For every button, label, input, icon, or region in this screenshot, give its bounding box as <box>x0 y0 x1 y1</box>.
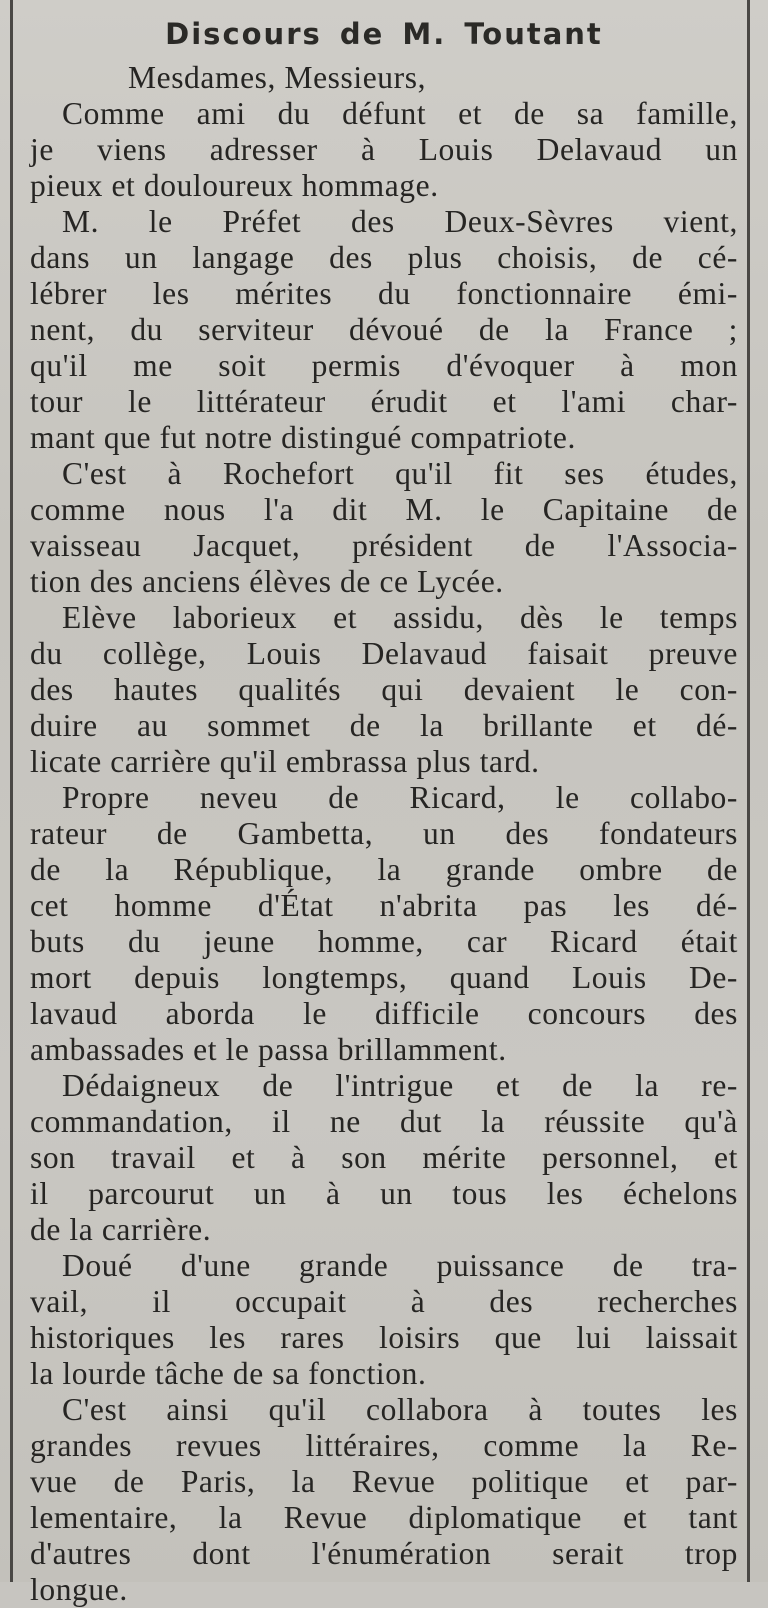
text-line: grandes revues littéraires, comme la Re- <box>30 1428 738 1463</box>
body-paragraph <box>30 456 738 600</box>
article-column <box>30 8 738 1608</box>
text-line: tion des anciens élèves de ce Lycée. <box>30 564 504 599</box>
article-title: Discours de M. Toutant <box>165 17 603 51</box>
text-line: d'autres dont l'énumération serait trop <box>30 1536 738 1571</box>
text-line: C'est à Rochefort qu'il fit ses études, <box>62 456 738 491</box>
text-line: cet homme d'État n'abrita pas les dé- <box>30 888 738 923</box>
body-paragraph <box>30 1068 738 1248</box>
text-line: longue. <box>30 1572 128 1607</box>
text-line: dans un langage des plus choisis, de cé- <box>30 240 738 275</box>
text-line: qu'il me soit permis d'évoquer à mon <box>30 348 738 383</box>
text-line: rateur de Gambetta, un des fondateurs <box>30 816 738 851</box>
text-line: Mesdames, Messieurs, <box>128 60 427 95</box>
text-line: vail, il occupait à des recherches <box>30 1284 738 1319</box>
text-line: il parcourut un à un tous les échelons <box>30 1176 738 1211</box>
text-line: buts du jeune homme, car Ricard était <box>30 924 738 959</box>
text-line: Dédaigneux de l'intrigue et de la re- <box>62 1068 738 1103</box>
text-line: commandation, il ne dut la réussite qu'à <box>30 1104 738 1139</box>
text-line: de la République, la grande ombre de <box>30 852 738 887</box>
column-rule-left <box>10 0 13 1582</box>
text-line: la lourde tâche de sa fonction. <box>30 1356 427 1391</box>
article-body <box>30 60 738 1608</box>
text-line: de la carrière. <box>30 1212 212 1247</box>
text-line: historiques les rares loisirs que lui laissait <box>30 1320 738 1355</box>
salutation-paragraph <box>30 60 738 96</box>
body-paragraph <box>30 1248 738 1392</box>
body-paragraph <box>30 204 738 456</box>
text-line: comme nous l'a dit M. le Capitaine de <box>30 492 738 527</box>
text-line: des hautes qualités qui devaient le con- <box>30 672 738 707</box>
column-rule-right <box>747 0 750 1582</box>
body-paragraph <box>30 96 738 204</box>
body-paragraph <box>30 1392 738 1608</box>
text-line: Comme ami du défunt et de sa famille, <box>62 96 738 131</box>
text-line: vue de Paris, la Revue politique et par- <box>30 1464 738 1499</box>
text-line: C'est ainsi qu'il collabora à toutes les <box>62 1392 738 1427</box>
text-line: Doué d'une grande puissance de tra- <box>62 1248 738 1283</box>
text-line: je viens adresser à Louis Delavaud un <box>30 132 738 167</box>
text-line: ambassades et le passa brillamment. <box>30 1032 507 1067</box>
body-paragraph <box>30 600 738 780</box>
text-line: mort depuis longtemps, quand Louis De- <box>30 960 738 995</box>
text-line: M. le Préfet des Deux-Sèvres vient, <box>62 204 738 239</box>
text-line: lementaire, la Revue diplomatique et tant <box>30 1500 738 1535</box>
text-line: du collège, Louis Delavaud faisait preuve <box>30 636 738 671</box>
text-line: mant que fut notre distingué compatriote. <box>30 420 576 455</box>
text-line: son travail et à son mérite personnel, et <box>30 1140 738 1175</box>
text-line: licate carrière qu'il embrassa plus tard. <box>30 744 540 779</box>
text-line: vaisseau Jacquet, président de l'Associa- <box>30 528 738 563</box>
text-line: lébrer les mérites du fonctionnaire émi- <box>30 276 738 311</box>
text-line: Propre neveu de Ricard, le collabo- <box>62 780 738 815</box>
text-line: lavaud aborda le difficile concours des <box>30 996 738 1031</box>
text-line: duire au sommet de la brillante et dé- <box>30 708 738 743</box>
text-line: nent, du serviteur dévoué de la France ; <box>30 312 738 347</box>
text-line: tour le littérateur érudit et l'ami char- <box>30 384 738 419</box>
text-line: Elève laborieux et assidu, dès le temps <box>62 600 738 635</box>
text-line: pieux et douloureux hommage. <box>30 168 439 203</box>
body-paragraph <box>30 780 738 1068</box>
